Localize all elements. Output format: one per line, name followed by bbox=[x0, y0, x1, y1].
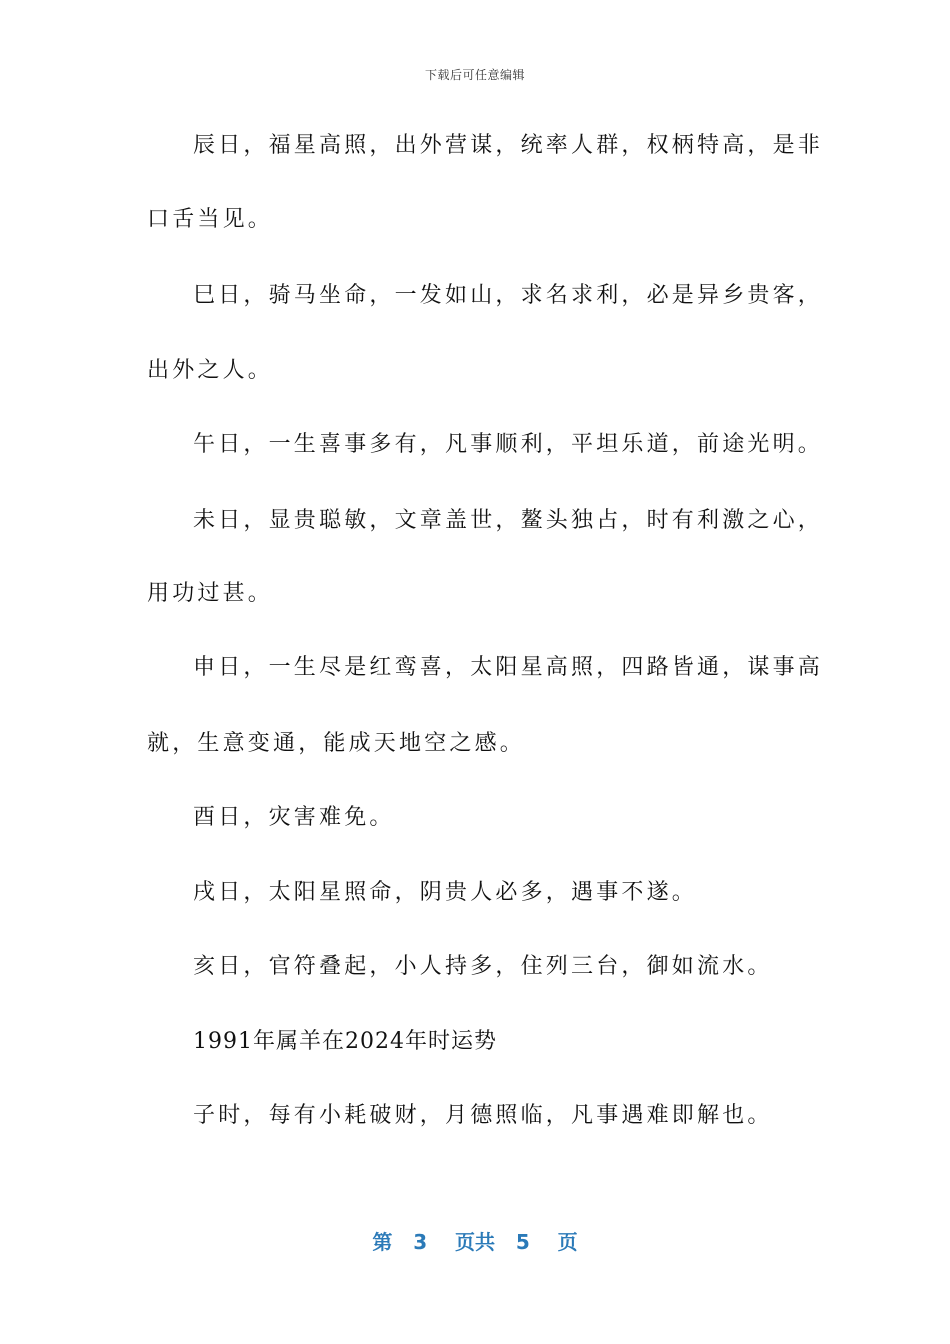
paragraph-line: 申日，一生尽是红鸾喜，太阳星高照，四路皆通，谋事高 bbox=[193, 655, 824, 680]
footer-middle: 页共 bbox=[455, 1230, 495, 1254]
total-pages-number: 5 bbox=[515, 1230, 530, 1254]
page-header: 下载后可任意编辑 bbox=[424, 68, 525, 82]
footer-prefix: 第 bbox=[372, 1230, 393, 1254]
paragraph-line: 用功过甚。 bbox=[147, 581, 274, 606]
paragraph-line: 口舌当见。 bbox=[147, 207, 274, 232]
paragraph-line: 辰日，福星高照，出外营谋，统率人群，权柄特高，是非 bbox=[193, 133, 824, 158]
paragraph-line: 戌日，太阳星照命，阴贵人必多，遇事不遂。 bbox=[193, 880, 698, 905]
current-page-number: 3 bbox=[413, 1230, 428, 1254]
paragraph-line: 亥日，官符叠起，小人持多，住列三台，御如流水。 bbox=[193, 954, 773, 979]
paragraph-line: 出外之人。 bbox=[147, 358, 274, 383]
paragraph-line: 巳日，骑马坐命，一发如山，求名求利，必是异乡贵客， bbox=[193, 283, 824, 308]
paragraph-line: 酉日，灾害难免。 bbox=[193, 805, 395, 830]
paragraph-line: 子时，每有小耗破财，月德照临，凡事遇难即解也。 bbox=[193, 1103, 773, 1128]
section-heading: 1991年属羊在2024年时运势 bbox=[193, 1029, 497, 1054]
paragraph-line: 未日，显贵聪敏，文章盖世，鳌头独占，时有利激之心， bbox=[193, 508, 824, 533]
paragraph-line: 就，生意变通，能成天地空之感。 bbox=[147, 731, 526, 756]
paragraph-line: 午日，一生喜事多有，凡事顺利，平坦乐道，前途光明。 bbox=[193, 432, 824, 457]
page-footer bbox=[0, 1226, 950, 1255]
footer-suffix: 页 bbox=[557, 1230, 578, 1254]
